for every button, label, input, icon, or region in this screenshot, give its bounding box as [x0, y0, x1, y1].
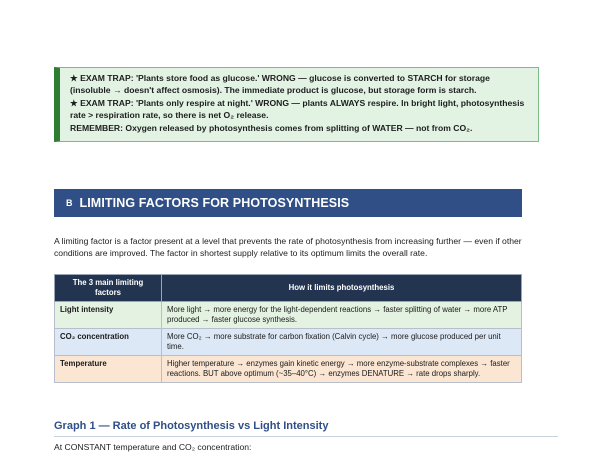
column-header-effect: How it limits photosynthesis — [162, 275, 522, 302]
table-row — [55, 356, 522, 383]
graph-caption: At CONSTANT temperature and CO₂ concentration: — [54, 442, 252, 452]
factor-cell: Temperature — [55, 356, 162, 383]
limiting-factors-table — [54, 274, 522, 383]
table-row — [55, 329, 522, 356]
intro-paragraph: A limiting factor is a factor present at a level that prevents the rate of photosynthesis from increasing further — even if other conditions are improved. The factor in shortest supply relative to its optimum limits the overall rate. — [54, 236, 522, 258]
factor-cell: CO₂ concentration — [55, 329, 162, 356]
effect-cell: Higher temperature → enzymes gain kinetic energy → more enzyme-substrate complexes → faster reactions. BUT above optimum (~35–40°C) → enzymes DENATURE → rate drops sharply. — [162, 356, 522, 383]
section-title: LIMITING FACTORS FOR PHOTOSYNTHESIS — [79, 196, 350, 210]
table-header-row — [55, 275, 522, 302]
remember-note: REMEMBER: Oxygen released by photosynthesis comes from splitting of WATER — not from CO₂. — [70, 122, 473, 133]
heading-divider — [54, 436, 558, 437]
table-row — [55, 302, 522, 329]
graph-heading: Graph 1 — Rate of Photosynthesis vs Light Intensity — [54, 420, 329, 432]
section-letter: B — [66, 198, 73, 208]
factor-cell: Light intensity — [55, 302, 162, 329]
section-banner — [54, 189, 522, 217]
exam-trap-box — [54, 67, 539, 142]
effect-cell: More CO₂ → more substrate for carbon fixation (Calvin cycle) → more glucose produced per unit time. — [162, 329, 522, 356]
exam-trap-respiration: ★ EXAM TRAP: 'Plants only respire at night.' WRONG — plants ALWAYS respire. In bright light, photosynthesis rate > respiration rate, so there is net O₂ release. — [70, 97, 525, 120]
exam-trap-glucose: ★ EXAM TRAP: 'Plants store food as glucose.' WRONG — glucose is converted to STARCH for storage (insoluble → doesn't affect osmosis). The immediate product is glucose, but storage form is starch. — [70, 73, 490, 95]
column-header-factor: The 3 main limiting factors — [55, 275, 162, 302]
effect-cell: More light → more energy for the light-dependent reactions → faster splitting of water → more ATP produced → faster glucose synthesis. — [162, 302, 522, 329]
